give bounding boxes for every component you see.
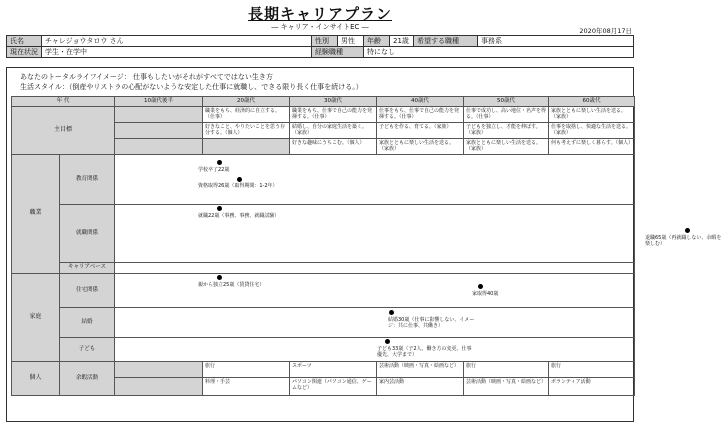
decade-header: 60歳代 — [549, 97, 635, 107]
personal-label: 個人 — [12, 361, 60, 395]
goal-cell: 家族とともに楽しい生活を送る。（家族） — [377, 138, 464, 154]
education-event: 学校卒了22歳 — [198, 166, 230, 173]
goal-cell — [115, 122, 203, 138]
goal-cell — [203, 138, 290, 154]
leisure-cell: パソコン関連（パソコン通信、ゲームなど） — [290, 377, 377, 395]
housing-label: 住宅関係 — [60, 273, 115, 307]
goal-cell: 家族とともに楽しい生活を送る。（家族） — [464, 138, 549, 154]
event-dot — [217, 275, 222, 280]
leisure-cell: スポーツ — [290, 361, 377, 377]
leisure-cell: 旅行 — [203, 361, 290, 377]
age-label: 年齢 — [364, 36, 390, 47]
education-timeline — [115, 154, 635, 204]
profile-table — [6, 35, 634, 58]
housing-event: 家取得40歳 — [472, 290, 499, 297]
event-dot — [389, 310, 394, 315]
leisure-cell: 芸術活動（映画・写真・絵画など） — [377, 361, 464, 377]
event-dot — [217, 160, 222, 165]
job-event: 就職22歳（事務、事務、就職試験） — [198, 212, 280, 219]
job-timeline — [115, 204, 722, 262]
goal-cell: 子どもを作る、育てる。（家族） — [377, 122, 464, 138]
goal-cell: 職業をもち、経済的に自立する。（仕事） — [203, 106, 290, 122]
leisure-cell: 料理・手芸 — [203, 377, 290, 395]
leisure-cell — [115, 377, 203, 395]
children-event: 子ども33歳（子2人、働き方の変更、仕事優先、大学まで） — [377, 345, 472, 358]
event-dot — [217, 206, 222, 211]
goal-cell: 仕事で成功し、高い地位・名声を得る。（仕事） — [464, 106, 549, 122]
education-label: 教育関係 — [60, 154, 115, 204]
gender-value: 男性 — [338, 36, 364, 47]
status-label: 現在状況 — [7, 47, 42, 58]
marriage-label: 結婚 — [60, 307, 115, 337]
name-value: チャレジョウタロウ さん — [42, 36, 312, 47]
children-timeline — [115, 337, 635, 361]
leisure-cell: 芸術活動（映画・写真・絵画など） — [464, 377, 549, 395]
work-label: 職業 — [12, 154, 60, 273]
decade-header: 40歳代 — [377, 97, 464, 107]
name-label: 氏名 — [7, 36, 42, 47]
goal-cell: 仕事をもち、仕事で自己の能力を発揮する。（仕事） — [377, 106, 464, 122]
event-dot — [478, 284, 483, 289]
life-style-line: 生活スタイル：（倒産やリストラの心配がないような安定した仕事に就職し、できる限り長く仕事を続ける。） — [20, 83, 363, 91]
life-image-text — [20, 72, 363, 92]
age-value: 21歳 — [390, 36, 414, 47]
age-header: 年 代 — [12, 97, 115, 107]
housing-event: 親から独立25歳（賃貸住宅） — [198, 281, 265, 288]
desired-job-value: 事務系 — [478, 36, 634, 47]
experience-value: 特になし — [364, 47, 634, 58]
goal-cell: 子どもを独立し、才能を伸ばす。（家族） — [464, 122, 549, 138]
document-date: 2020年08月17日 — [579, 27, 632, 35]
leisure-cell: ボランティア活動 — [549, 377, 635, 395]
goal-cell: 結婚し、自分の家庭生活を築く。（家族） — [290, 122, 377, 138]
decade-header: 10歳代後半 — [115, 97, 203, 107]
goal-cell: 好きな趣味にうちこむ。（個人） — [290, 138, 377, 154]
goal-cell — [115, 106, 203, 122]
event-dot — [685, 228, 690, 233]
job-event: 退職65歳（再就職しない、余暇を楽しむ） — [645, 234, 722, 247]
status-value: 学生・在学中 — [42, 47, 312, 58]
decade-header: 30歳代 — [290, 97, 377, 107]
leisure-cell: 旅行 — [464, 361, 549, 377]
career-base-timeline — [115, 262, 635, 273]
goal-cell: 家族とともに楽しい生活を送る。（家族） — [549, 106, 635, 122]
goal-label: 主目標 — [12, 106, 115, 154]
experience-label: 経験職種 — [312, 47, 364, 58]
page-title: 長期キャリアプラン — [247, 5, 392, 23]
education-event: 資格取得26歳（取得期間：1-2年） — [198, 182, 278, 189]
children-label: 子ども — [60, 337, 115, 361]
gender-label: 性別 — [312, 36, 338, 47]
career-plan-grid — [11, 96, 722, 396]
event-dot — [385, 339, 390, 344]
desired-job-label: 希望する職種 — [414, 36, 478, 47]
career-base-label: キャリアベース — [60, 262, 115, 273]
decade-header: 20歳代 — [203, 97, 290, 107]
life-image-line: あなたのトータルライフイメージ： 仕事もしたいがそれがすべてではない生き方 — [20, 73, 273, 81]
leisure-label: 余暇活動 — [60, 361, 115, 395]
job-label: 就職関係 — [60, 204, 115, 262]
event-dot — [237, 177, 242, 182]
page-subtitle: ― キャリア・インサイトEC ― — [271, 23, 369, 31]
goal-cell: 職業をもち、仕事で自己の能力を発揮する。（仕事） — [290, 106, 377, 122]
housing-timeline — [115, 273, 635, 307]
family-label: 家庭 — [12, 273, 60, 361]
marriage-event: 結婚30歳（仕事に影響しない、イメージ：共に仕事、共働き） — [388, 316, 475, 329]
decade-header: 50歳代 — [464, 97, 549, 107]
goal-cell: 仕事を取捨し、快適な生活を送る。（家族） — [549, 122, 635, 138]
leisure-cell: 旅行 — [549, 361, 635, 377]
leisure-cell: 家内芸活動 — [377, 377, 464, 395]
goal-cell — [115, 138, 203, 154]
goal-cell: 何も考えずに楽しく暮らす。（個人） — [549, 138, 635, 154]
leisure-cell — [115, 361, 203, 377]
goal-cell: 好きなこと、やりたいことを思う存分する。（個人） — [203, 122, 290, 138]
marriage-timeline — [115, 307, 635, 337]
